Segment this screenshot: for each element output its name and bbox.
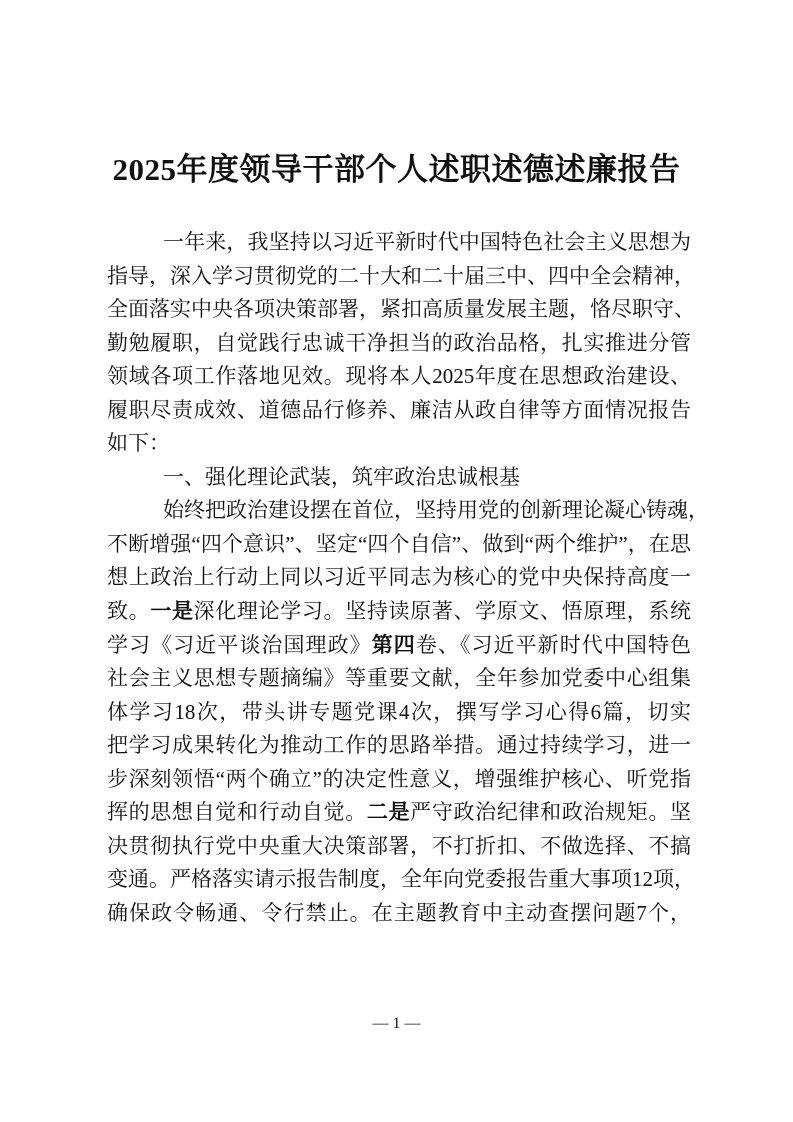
document-body — [107, 226, 709, 930]
text-segment: 严守政治纪律和政治规矩。坚 — [410, 800, 692, 825]
text-segment: 步深刻领悟“两个确立”的决定性意义，增强维护核心、听党指 — [107, 766, 691, 791]
document-title: 2025年度领导干部个人述职述德述廉报告 — [112, 152, 681, 187]
text-segment: 体学习18次，带头讲专题党课4次，撰写学习心得6篇，切实 — [107, 699, 691, 724]
text-line — [107, 427, 691, 461]
text-segment: 指导，深入学习贯彻党的二十大和二十届三中、四中全会精神， — [107, 263, 695, 288]
text-line — [107, 528, 691, 562]
text-segment: 履职尽责成效、道德品行修养、廉洁从政自律等方面情况报告 — [107, 397, 691, 422]
text-line — [107, 763, 691, 797]
paragraph — [107, 494, 709, 930]
text-segment: 变通。严格落实请示报告制度，全年向党委报告重大事项12项， — [107, 867, 695, 892]
text-line — [107, 461, 691, 495]
text-segment: 挥的思想自觉和行动自觉。 — [107, 800, 367, 825]
bold-text: 二是 — [366, 800, 411, 825]
text-line — [107, 494, 709, 528]
paragraph — [107, 226, 695, 461]
text-line — [107, 595, 691, 629]
text-segment: 决贯彻执行党中央重大决策部署，不打折扣、不做选择、不搞 — [107, 833, 691, 858]
text-line — [107, 260, 695, 294]
text-segment: 一、强化理论武装，筑牢政治忠诚根基 — [163, 464, 520, 489]
text-line — [107, 360, 691, 394]
text-segment: 全面落实中央各项决策部署，紧扣高质量发展主题，恪尽职守、 — [107, 297, 695, 322]
text-segment: 确保政令畅通、令行禁止。在主题教育中主动查摆问题7个， — [107, 900, 691, 925]
bold-text: 第四 — [371, 632, 416, 657]
text-line — [107, 696, 691, 730]
text-line — [107, 293, 695, 327]
bold-text: 一是 — [150, 599, 194, 624]
text-segment: 勤勉履职，自觉践行忠诚干净担当的政治品格，扎实推进分管 — [107, 330, 691, 355]
text-segment: 社会主义思想专题摘编》等重要文献，全年参加党委中心组集 — [107, 666, 691, 691]
text-line — [107, 561, 691, 595]
text-segment: 始终把政治建设摆在首位，坚持用党的创新理论凝心铸魂， — [163, 498, 709, 523]
page-number: — 1 — — [372, 1015, 421, 1032]
text-segment: 领域各项工作落地见效。现将本人2025年度在思想政治建设、 — [107, 364, 691, 389]
text-segment: 不断增强“四个意识”、坚定“四个自信”、做到“两个维护”，在思 — [107, 531, 691, 556]
text-line — [107, 629, 691, 663]
text-line — [107, 327, 691, 361]
text-line — [107, 796, 691, 830]
text-segment: 致。 — [107, 599, 151, 624]
text-line — [107, 897, 691, 931]
text-segment: 想上政治上行动上同以习近平同志为核心的党中央保持高度一 — [107, 565, 691, 590]
text-segment: 学习《习近平谈治国理政》 — [107, 632, 372, 657]
section-heading — [107, 461, 691, 495]
text-segment: 把学习成果转化为推动工作的思路举措。通过持续学习，进一 — [107, 733, 691, 758]
text-line — [107, 394, 691, 428]
text-line — [107, 662, 691, 696]
text-line — [107, 830, 691, 864]
text-line — [107, 729, 691, 763]
text-segment: 深化理论学习。坚持读原著、学原文、悟原理，系统 — [193, 599, 692, 624]
text-segment: 一年来，我坚持以习近平新时代中国特色社会主义思想为 — [163, 230, 691, 254]
text-segment: 卷、《习近平新时代中国特色 — [415, 632, 692, 657]
text-line — [107, 226, 691, 260]
text-segment: 如下： — [107, 431, 170, 456]
text-line — [107, 863, 695, 897]
